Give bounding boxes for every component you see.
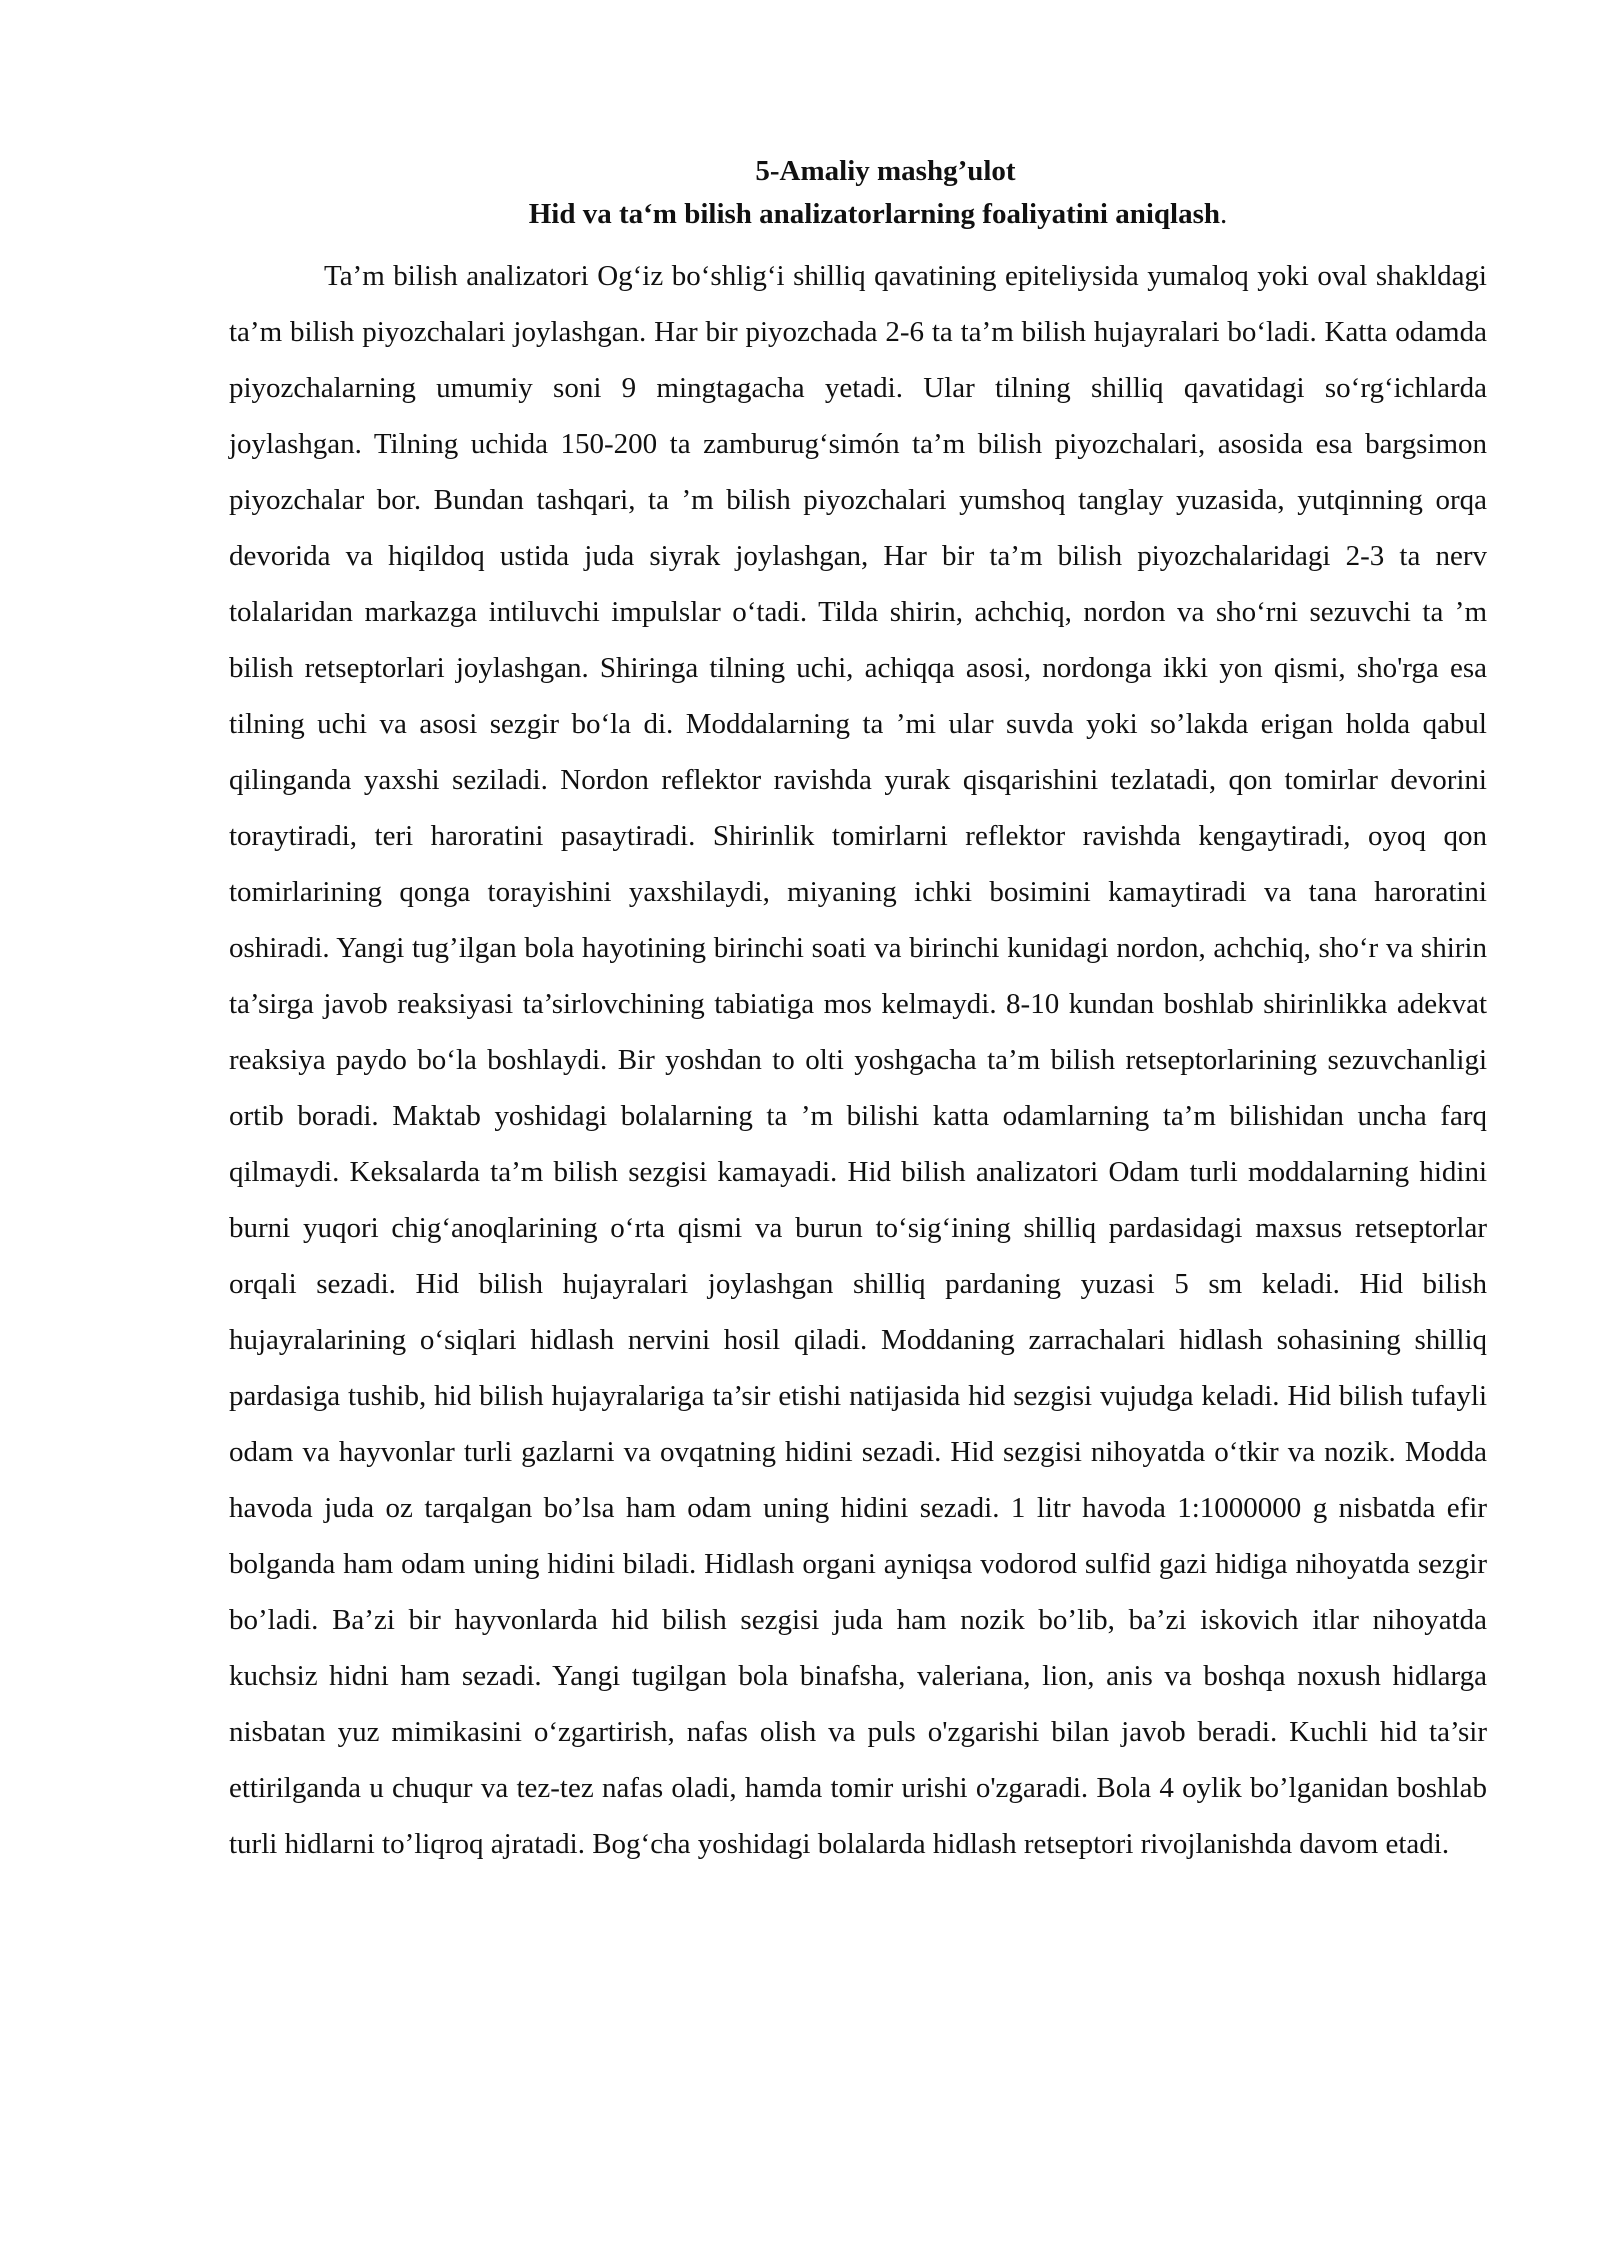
document-title: 5-Amaliy mashg’ulot: [755, 155, 1016, 187]
document-content: [229, 150, 1487, 1872]
document-subtitle-period: .: [1220, 198, 1228, 230]
document-subtitle-text: Hid va ta‘m bilish analizatorlarning foaliyatini aniqlash: [528, 198, 1221, 230]
document-subtitle: [229, 193, 1487, 236]
document-body-paragraph: Ta’m bilish analizatori Og‘iz bo‘shlig‘i shilliq qavatining epiteliysida yumaloq yoki oval shakldagi ta’m bilish piyozchalari joylashgan. Har bir piyozchada 2-6 ta ta’m bilish hujayralari bo‘ladi. Katta odamda piyozchalarning umumiy soni 9 mingtagacha yetadi. Ular tilning shilliq qavatidagi so‘rg‘ichlarda joylashgan. Tilning uchida 150-200 ta zamburug‘simón ta’m bilish piyozchalari, asosida esa bargsimon piyozchalar bor. Bundan tashqari, ta ’m bilish piyozchalari yumshoq tanglay yuzasida, yutqinning orqa devorida va hiqildoq ustida juda siyrak joylashgan, Har bir ta’m bilish piyozchalaridagi 2-3 ta nerv tolalaridan markazga intiluvchi impulslar o‘tadi. Tilda shirin, achchiq, nordon va sho‘rni sezuvchi ta ’m bilish retseptorlari joylashgan. Shiringa tilning uchi, achiqqa asosi, nordonga ikki yon qismi, sho'rga esa tilning uchi va asosi sezgir bo‘la di. Moddalarning ta ’mi ular suvda yoki so’lakda erigan holda qabul qilinganda yaxshi seziladi. Nordon reflektor ravishda yurak qisqarishini tezlatadi, qon tomirlar devorini toraytiradi, teri haroratini pasaytiradi. Shirinlik tomirlarni reflektor ravishda kengaytiradi, oyoq qon tomirlarining qonga torayishini yaxshilaydi, miyaning ichki bosimini kamaytiradi va tana haroratini oshiradi. Yangi tug’ilgan bola hayotining birinchi soati va birinchi kunidagi nordon, achchiq, sho‘r va shirin ta’sirga javob reaksiyasi ta’sirlovchining tabiatiga mos kelmaydi. 8-10 kundan boshlab shirinlikka adekvat reaksiya paydo bo‘la boshlaydi. Bir yoshdan to olti yoshgacha ta’m bilish retseptorlarining sezuvchanligi ortib boradi. Maktab yoshidagi bolalarning ta ’m bilishi katta odamlarning ta’m bilishidan uncha farq qilmaydi. Keksalarda ta’m bilish sezgisi kamayadi. Hid bilish analizatori Odam turli moddalarning hidini burni yuqori chig‘anoqlarining o‘rta qismi va burun to‘sig‘ining shilliq pardasidagi maxsus retseptorlar orqali sezadi. Hid bilish hujayralari joylashgan shilliq pardaning yuzasi 5 sm keladi. Hid bilish hujayralarining o‘siqlari hidlash nervini hosil qiladi. Moddaning zarrachalari hidlash sohasining shilliq pardasiga tushib, hid bilish hujayralariga ta’sir etishi natijasida hid sezgisi vujudga keladi. Hid bilish tufayli odam va hayvonlar turli gazlarni va ovqatning hidini sezadi. Hid sezgisi nihoyatda o‘tkir va nozik. Modda havoda juda oz tarqalgan bo’lsa ham odam uning hidini sezadi. 1 litr havoda 1:1000000 g nisbatda efir bolganda ham odam uning hidini biladi. Hidlash organi ayniqsa vodorod sulfid gazi hidiga nihoyatda sezgir bo’ladi. Ba’zi bir hayvonlarda hid bilish sezgisi juda ham nozik bo’lib, ba’zi iskovich itlar nihoyatda kuchsiz hidni ham sezadi. Yangi tugilgan bola binafsha, valeriana, lion, anis va boshqa noxush hidlarga nisbatan yuz mimikasini o‘zgartirish, nafas olish va puls o'zgarishi bilan javob beradi. Kuchli hid ta’sir ettirilganda u chuqur va tez-tez nafas oladi, hamda tomir urishi o'zgaradi. Bola 4 oylik bo’lganidan boshlab turli hidlarni to’liqroq ajratadi. Bog‘cha yoshidagi bolalarda hidlash retseptori rivojlanishda davom etadi.: [229, 260, 1487, 1860]
